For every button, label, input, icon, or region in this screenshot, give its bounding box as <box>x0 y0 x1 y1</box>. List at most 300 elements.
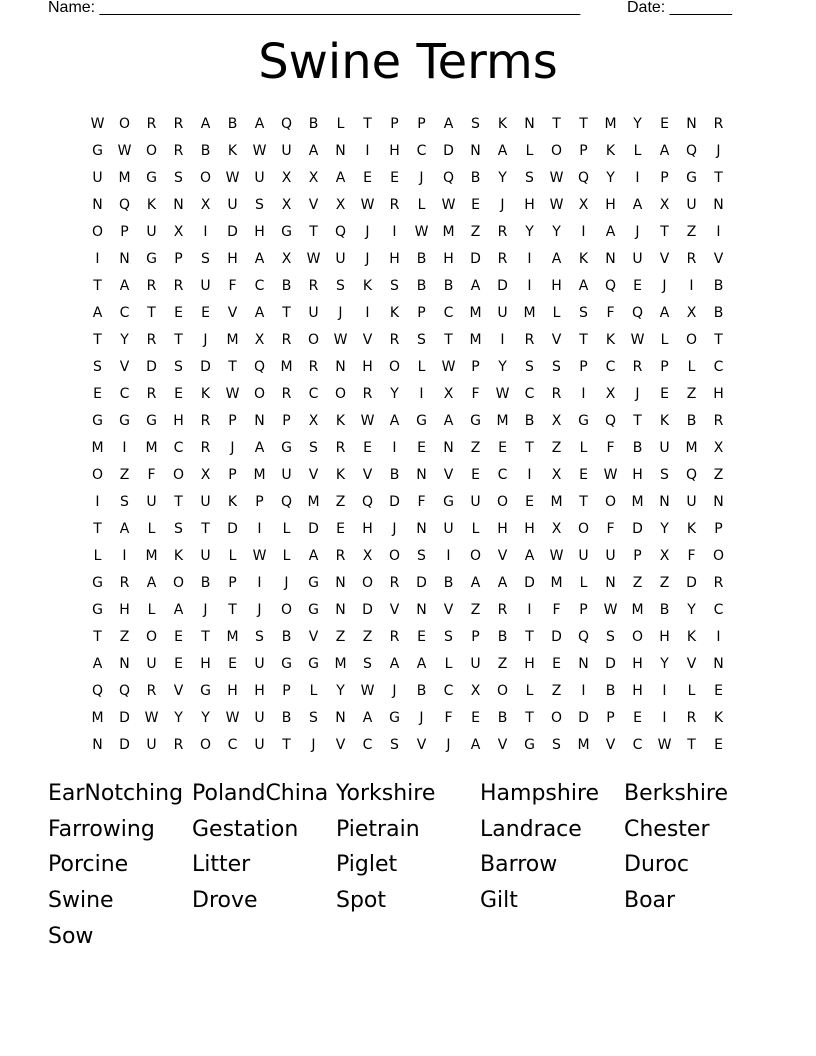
grid-cell[interactable]: R <box>389 575 400 591</box>
grid-cell[interactable]: I <box>257 575 262 591</box>
grid-cell[interactable]: V <box>362 332 373 348</box>
grid-cell[interactable]: A <box>335 170 346 186</box>
grid-cell[interactable]: S <box>444 629 453 645</box>
grid-cell[interactable]: U <box>146 656 157 672</box>
grid-cell[interactable]: A <box>119 278 130 294</box>
grid-cell[interactable]: V <box>308 467 319 483</box>
grid-cell[interactable]: X <box>362 548 373 564</box>
grid-cell[interactable]: G <box>308 575 319 591</box>
grid-cell[interactable]: F <box>417 494 426 510</box>
grid-cell[interactable]: R <box>335 440 346 456</box>
grid-cell[interactable]: P <box>471 629 480 645</box>
grid-cell[interactable]: L <box>417 197 426 213</box>
grid-cell[interactable]: T <box>444 332 453 348</box>
grid-cell[interactable]: U <box>254 710 265 726</box>
grid-cell[interactable]: O <box>334 386 347 402</box>
grid-cell[interactable]: M <box>145 440 158 456</box>
grid-cell[interactable]: M <box>604 116 617 132</box>
grid-cell[interactable]: W <box>360 413 375 429</box>
grid-cell[interactable]: V <box>713 251 724 267</box>
grid-cell[interactable]: R <box>389 197 400 213</box>
grid-cell[interactable]: H <box>632 683 643 699</box>
grid-cell[interactable]: Z <box>659 575 670 591</box>
grid-cell[interactable]: G <box>119 413 130 429</box>
grid-cell[interactable]: N <box>173 197 184 213</box>
grid-cell[interactable]: N <box>578 656 589 672</box>
grid-cell[interactable]: C <box>119 386 130 402</box>
grid-cell[interactable]: G <box>92 602 103 618</box>
grid-cell[interactable]: J <box>284 575 289 591</box>
grid-cell[interactable]: H <box>713 386 724 402</box>
grid-cell[interactable]: R <box>686 710 697 726</box>
grid-cell[interactable]: F <box>687 548 696 564</box>
grid-cell[interactable]: Z <box>362 629 373 645</box>
grid-cell[interactable]: E <box>174 386 183 402</box>
grid-cell[interactable]: Z <box>470 602 481 618</box>
grid-cell[interactable]: G <box>281 224 292 240</box>
grid-cell[interactable]: E <box>417 629 426 645</box>
grid-cell[interactable]: U <box>254 170 265 186</box>
grid-cell[interactable]: W <box>414 224 429 240</box>
grid-cell[interactable]: X <box>659 197 670 213</box>
grid-cell[interactable]: V <box>605 737 616 753</box>
grid-cell[interactable]: U <box>146 737 157 753</box>
grid-cell[interactable]: O <box>604 494 617 510</box>
grid-cell[interactable]: N <box>713 197 724 213</box>
grid-cell[interactable]: X <box>281 251 292 267</box>
grid-cell[interactable]: B <box>497 710 508 726</box>
grid-cell[interactable]: Y <box>660 521 669 537</box>
grid-cell[interactable]: R <box>173 737 184 753</box>
grid-cell[interactable]: M <box>469 305 482 321</box>
grid-cell[interactable]: L <box>444 656 453 672</box>
grid-cell[interactable]: M <box>307 494 320 510</box>
grid-cell[interactable]: M <box>442 224 455 240</box>
grid-cell[interactable]: M <box>226 332 239 348</box>
grid-cell[interactable]: P <box>606 710 615 726</box>
grid-cell[interactable]: H <box>200 656 211 672</box>
grid-cell[interactable]: N <box>254 413 265 429</box>
grid-cell[interactable]: O <box>550 710 563 726</box>
grid-cell[interactable]: O <box>253 386 266 402</box>
grid-cell[interactable]: A <box>416 656 427 672</box>
grid-cell[interactable]: U <box>254 737 265 753</box>
grid-cell[interactable]: Z <box>686 386 697 402</box>
grid-cell[interactable]: C <box>227 737 238 753</box>
grid-cell[interactable]: T <box>363 116 372 132</box>
grid-cell[interactable]: L <box>660 332 669 348</box>
grid-cell[interactable]: Q <box>91 683 104 699</box>
grid-cell[interactable]: I <box>392 440 397 456</box>
grid-cell[interactable]: V <box>362 467 373 483</box>
grid-cell[interactable]: B <box>605 683 616 699</box>
grid-cell[interactable]: I <box>581 683 586 699</box>
grid-cell[interactable]: W <box>630 332 645 348</box>
grid-cell[interactable]: Y <box>633 116 642 132</box>
grid-cell[interactable]: T <box>174 494 183 510</box>
grid-cell[interactable]: S <box>417 548 426 564</box>
grid-cell[interactable]: T <box>93 629 102 645</box>
grid-cell[interactable]: X <box>281 197 292 213</box>
grid-cell[interactable]: W <box>144 710 159 726</box>
grid-cell[interactable]: P <box>579 602 588 618</box>
grid-cell[interactable]: A <box>605 224 616 240</box>
grid-cell[interactable]: M <box>631 494 644 510</box>
grid-cell[interactable]: P <box>390 116 399 132</box>
grid-cell[interactable]: I <box>500 332 505 348</box>
grid-cell[interactable]: O <box>199 170 212 186</box>
grid-cell[interactable]: R <box>173 116 184 132</box>
grid-cell[interactable]: Z <box>686 224 697 240</box>
grid-cell[interactable]: P <box>660 170 669 186</box>
grid-cell[interactable]: U <box>281 467 292 483</box>
grid-cell[interactable]: G <box>200 683 211 699</box>
grid-cell[interactable]: C <box>119 305 130 321</box>
grid-cell[interactable]: S <box>174 170 183 186</box>
grid-cell[interactable]: R <box>713 575 724 591</box>
grid-cell[interactable]: B <box>713 278 724 294</box>
grid-cell[interactable]: A <box>578 278 589 294</box>
grid-cell[interactable]: R <box>524 332 535 348</box>
grid-cell[interactable]: Q <box>577 629 590 645</box>
date-field[interactable]: Date: _______ <box>627 0 732 16</box>
grid-cell[interactable]: M <box>685 440 698 456</box>
grid-cell[interactable]: M <box>496 413 509 429</box>
grid-cell[interactable]: U <box>578 548 589 564</box>
grid-cell[interactable]: R <box>200 413 211 429</box>
grid-cell[interactable]: E <box>390 170 399 186</box>
grid-cell[interactable]: G <box>389 710 400 726</box>
grid-cell[interactable]: T <box>282 305 291 321</box>
grid-cell[interactable]: D <box>119 737 130 753</box>
grid-cell[interactable]: X <box>200 197 211 213</box>
grid-cell[interactable]: A <box>173 602 184 618</box>
grid-cell[interactable]: B <box>389 467 400 483</box>
grid-cell[interactable]: B <box>686 413 697 429</box>
grid-cell[interactable]: U <box>146 224 157 240</box>
grid-cell[interactable]: M <box>118 170 131 186</box>
grid-cell[interactable]: H <box>227 683 238 699</box>
grid-cell[interactable]: G <box>146 170 157 186</box>
grid-cell[interactable]: A <box>443 413 454 429</box>
grid-cell[interactable]: I <box>122 440 127 456</box>
grid-cell[interactable]: P <box>417 116 426 132</box>
grid-cell[interactable]: E <box>201 305 210 321</box>
grid-cell[interactable]: Q <box>280 494 293 510</box>
grid-cell[interactable]: K <box>659 413 670 429</box>
grid-cell[interactable]: R <box>146 332 157 348</box>
grid-cell[interactable]: X <box>335 197 346 213</box>
grid-cell[interactable]: E <box>660 386 669 402</box>
grid-cell[interactable]: G <box>443 494 454 510</box>
grid-cell[interactable]: Q <box>631 305 644 321</box>
grid-cell[interactable]: B <box>632 440 643 456</box>
grid-cell[interactable]: N <box>119 251 130 267</box>
grid-cell[interactable]: P <box>228 575 237 591</box>
grid-cell[interactable]: U <box>686 197 697 213</box>
grid-cell[interactable]: L <box>552 305 561 321</box>
grid-cell[interactable]: E <box>633 278 642 294</box>
grid-cell[interactable]: S <box>525 359 534 375</box>
grid-cell[interactable]: L <box>687 683 696 699</box>
grid-cell[interactable]: A <box>254 116 265 132</box>
grid-cell[interactable]: E <box>174 656 183 672</box>
grid-cell[interactable]: Y <box>606 170 615 186</box>
grid-cell[interactable]: X <box>254 332 265 348</box>
grid-cell[interactable]: W <box>90 116 105 132</box>
grid-cell[interactable]: R <box>713 116 724 132</box>
grid-cell[interactable]: F <box>471 386 480 402</box>
grid-cell[interactable]: D <box>470 251 481 267</box>
grid-cell[interactable]: W <box>549 548 564 564</box>
grid-cell[interactable]: S <box>471 116 480 132</box>
grid-cell[interactable]: O <box>550 143 563 159</box>
grid-cell[interactable]: B <box>308 116 319 132</box>
grid-cell[interactable]: R <box>551 386 562 402</box>
grid-cell[interactable]: V <box>443 467 454 483</box>
grid-cell[interactable]: U <box>254 656 265 672</box>
grid-cell[interactable]: G <box>92 575 103 591</box>
grid-cell[interactable]: X <box>578 197 589 213</box>
grid-cell[interactable]: Z <box>497 656 508 672</box>
grid-cell[interactable]: Q <box>118 197 131 213</box>
grid-cell[interactable]: G <box>470 413 481 429</box>
grid-cell[interactable]: C <box>254 278 265 294</box>
grid-cell[interactable]: J <box>716 143 721 159</box>
grid-cell[interactable]: O <box>199 737 212 753</box>
grid-cell[interactable]: A <box>497 575 508 591</box>
grid-cell[interactable]: K <box>227 143 238 159</box>
grid-cell[interactable]: P <box>579 143 588 159</box>
grid-cell[interactable]: S <box>363 656 372 672</box>
grid-cell[interactable]: I <box>95 494 100 510</box>
grid-cell[interactable]: R <box>173 143 184 159</box>
grid-cell[interactable]: C <box>443 683 454 699</box>
grid-cell[interactable]: A <box>524 548 535 564</box>
grid-cell[interactable]: Q <box>280 116 293 132</box>
grid-cell[interactable]: I <box>716 629 721 645</box>
grid-cell[interactable]: O <box>307 332 320 348</box>
grid-cell[interactable]: T <box>714 332 723 348</box>
grid-cell[interactable]: A <box>92 305 103 321</box>
grid-cell[interactable]: E <box>714 683 723 699</box>
grid-cell[interactable]: N <box>713 656 724 672</box>
grid-cell[interactable]: D <box>416 575 427 591</box>
grid-cell[interactable]: C <box>362 737 373 753</box>
grid-cell[interactable]: P <box>471 359 480 375</box>
grid-cell[interactable]: R <box>713 413 724 429</box>
grid-cell[interactable]: M <box>253 467 266 483</box>
grid-cell[interactable]: H <box>524 656 535 672</box>
grid-cell[interactable]: G <box>524 737 535 753</box>
grid-cell[interactable]: H <box>632 467 643 483</box>
grid-cell[interactable]: D <box>551 629 562 645</box>
grid-cell[interactable]: N <box>416 521 427 537</box>
grid-cell[interactable]: M <box>334 656 347 672</box>
grid-cell[interactable]: K <box>686 629 697 645</box>
grid-cell[interactable]: S <box>255 197 264 213</box>
grid-cell[interactable]: Q <box>334 224 347 240</box>
grid-cell[interactable]: I <box>527 467 532 483</box>
grid-cell[interactable]: A <box>443 116 454 132</box>
grid-cell[interactable]: L <box>93 548 102 564</box>
grid-cell[interactable]: J <box>662 278 667 294</box>
grid-cell[interactable]: P <box>417 305 426 321</box>
grid-cell[interactable]: N <box>659 494 670 510</box>
grid-cell[interactable]: C <box>443 305 454 321</box>
grid-cell[interactable]: B <box>524 413 535 429</box>
grid-cell[interactable]: N <box>119 656 130 672</box>
grid-cell[interactable]: I <box>392 224 397 240</box>
grid-cell[interactable]: I <box>662 683 667 699</box>
grid-cell[interactable]: H <box>254 224 265 240</box>
grid-cell[interactable]: U <box>200 548 211 564</box>
grid-cell[interactable]: T <box>525 629 534 645</box>
grid-cell[interactable]: X <box>308 170 319 186</box>
grid-cell[interactable]: B <box>497 629 508 645</box>
grid-cell[interactable]: L <box>525 143 534 159</box>
grid-cell[interactable]: G <box>308 656 319 672</box>
grid-cell[interactable]: R <box>146 278 157 294</box>
grid-cell[interactable]: A <box>470 278 481 294</box>
grid-cell[interactable]: R <box>497 251 508 267</box>
grid-cell[interactable]: J <box>635 386 640 402</box>
grid-cell[interactable]: U <box>605 548 616 564</box>
grid-cell[interactable]: B <box>470 170 481 186</box>
grid-cell[interactable]: X <box>659 548 670 564</box>
grid-cell[interactable]: Q <box>253 359 266 375</box>
grid-cell[interactable]: G <box>308 602 319 618</box>
grid-cell[interactable]: X <box>713 440 724 456</box>
grid-cell[interactable]: U <box>146 494 157 510</box>
name-field[interactable]: Name: ______________________________________________________ <box>48 0 581 16</box>
grid-cell[interactable]: O <box>145 629 158 645</box>
grid-cell[interactable]: B <box>659 602 670 618</box>
grid-cell[interactable]: T <box>633 413 642 429</box>
grid-cell[interactable]: K <box>578 251 589 267</box>
grid-cell[interactable]: E <box>552 656 561 672</box>
grid-cell[interactable]: X <box>605 386 616 402</box>
grid-cell[interactable]: F <box>606 440 615 456</box>
grid-cell[interactable]: Y <box>660 656 669 672</box>
grid-cell[interactable]: T <box>579 494 588 510</box>
grid-cell[interactable]: E <box>93 386 102 402</box>
grid-cell[interactable]: T <box>228 359 237 375</box>
grid-cell[interactable]: N <box>335 359 346 375</box>
grid-cell[interactable]: E <box>336 521 345 537</box>
grid-cell[interactable]: R <box>119 575 130 591</box>
grid-cell[interactable]: K <box>200 386 211 402</box>
grid-cell[interactable]: S <box>660 467 669 483</box>
grid-cell[interactable]: R <box>389 629 400 645</box>
grid-cell[interactable]: T <box>147 305 156 321</box>
grid-cell[interactable]: W <box>252 548 267 564</box>
grid-cell[interactable]: Z <box>119 629 130 645</box>
grid-cell[interactable]: L <box>579 440 588 456</box>
grid-cell[interactable]: K <box>713 710 724 726</box>
grid-cell[interactable]: O <box>496 683 509 699</box>
grid-cell[interactable]: E <box>228 656 237 672</box>
grid-cell[interactable]: V <box>119 359 130 375</box>
grid-cell[interactable]: S <box>93 359 102 375</box>
grid-cell[interactable]: Y <box>525 224 534 240</box>
grid-cell[interactable]: R <box>146 683 157 699</box>
grid-cell[interactable]: D <box>632 521 643 537</box>
grid-cell[interactable]: T <box>201 629 210 645</box>
grid-cell[interactable]: E <box>498 440 507 456</box>
grid-cell[interactable]: H <box>173 413 184 429</box>
grid-cell[interactable]: M <box>550 494 563 510</box>
grid-cell[interactable]: I <box>257 521 262 537</box>
grid-cell[interactable]: G <box>92 413 103 429</box>
grid-cell[interactable]: L <box>579 575 588 591</box>
grid-cell[interactable]: I <box>527 602 532 618</box>
grid-cell[interactable]: K <box>362 278 373 294</box>
grid-cell[interactable]: U <box>308 305 319 321</box>
grid-cell[interactable]: H <box>659 629 670 645</box>
grid-cell[interactable]: B <box>227 116 238 132</box>
grid-cell[interactable]: L <box>525 683 534 699</box>
grid-cell[interactable]: Z <box>632 575 643 591</box>
grid-cell[interactable]: R <box>497 224 508 240</box>
grid-cell[interactable]: S <box>255 629 264 645</box>
grid-cell[interactable]: U <box>227 197 238 213</box>
grid-cell[interactable]: E <box>471 467 480 483</box>
grid-cell[interactable]: W <box>306 251 321 267</box>
grid-cell[interactable]: A <box>470 737 481 753</box>
grid-cell[interactable]: D <box>389 494 400 510</box>
grid-cell[interactable]: R <box>200 440 211 456</box>
grid-cell[interactable]: X <box>308 413 319 429</box>
grid-cell[interactable]: A <box>362 710 373 726</box>
grid-cell[interactable]: R <box>281 386 292 402</box>
grid-cell[interactable]: B <box>443 278 454 294</box>
grid-cell[interactable]: O <box>280 602 293 618</box>
grid-cell[interactable]: H <box>119 602 130 618</box>
grid-cell[interactable]: O <box>469 548 482 564</box>
grid-cell[interactable]: G <box>281 656 292 672</box>
grid-cell[interactable]: I <box>581 224 586 240</box>
grid-cell[interactable]: I <box>581 386 586 402</box>
grid-cell[interactable]: X <box>443 386 454 402</box>
grid-cell[interactable]: X <box>470 683 481 699</box>
grid-cell[interactable]: T <box>714 170 723 186</box>
grid-cell[interactable]: T <box>93 521 102 537</box>
grid-cell[interactable]: K <box>605 332 616 348</box>
grid-cell[interactable]: M <box>91 440 104 456</box>
grid-cell[interactable]: Z <box>551 440 562 456</box>
grid-cell[interactable]: K <box>146 197 157 213</box>
grid-cell[interactable]: Y <box>336 683 345 699</box>
grid-cell[interactable]: Q <box>118 683 131 699</box>
grid-cell[interactable]: B <box>416 683 427 699</box>
grid-cell[interactable]: N <box>605 251 616 267</box>
grid-cell[interactable]: Z <box>551 683 562 699</box>
grid-cell[interactable]: V <box>497 548 508 564</box>
grid-cell[interactable]: J <box>635 224 640 240</box>
grid-cell[interactable]: D <box>146 359 157 375</box>
grid-cell[interactable]: G <box>686 170 697 186</box>
grid-cell[interactable]: C <box>416 143 427 159</box>
grid-cell[interactable]: E <box>714 737 723 753</box>
grid-cell[interactable]: C <box>632 737 643 753</box>
grid-cell[interactable]: O <box>577 521 590 537</box>
grid-cell[interactable]: A <box>200 116 211 132</box>
grid-cell[interactable]: I <box>365 143 370 159</box>
grid-cell[interactable]: L <box>282 521 291 537</box>
grid-cell[interactable]: F <box>444 710 453 726</box>
grid-cell[interactable]: W <box>549 197 564 213</box>
